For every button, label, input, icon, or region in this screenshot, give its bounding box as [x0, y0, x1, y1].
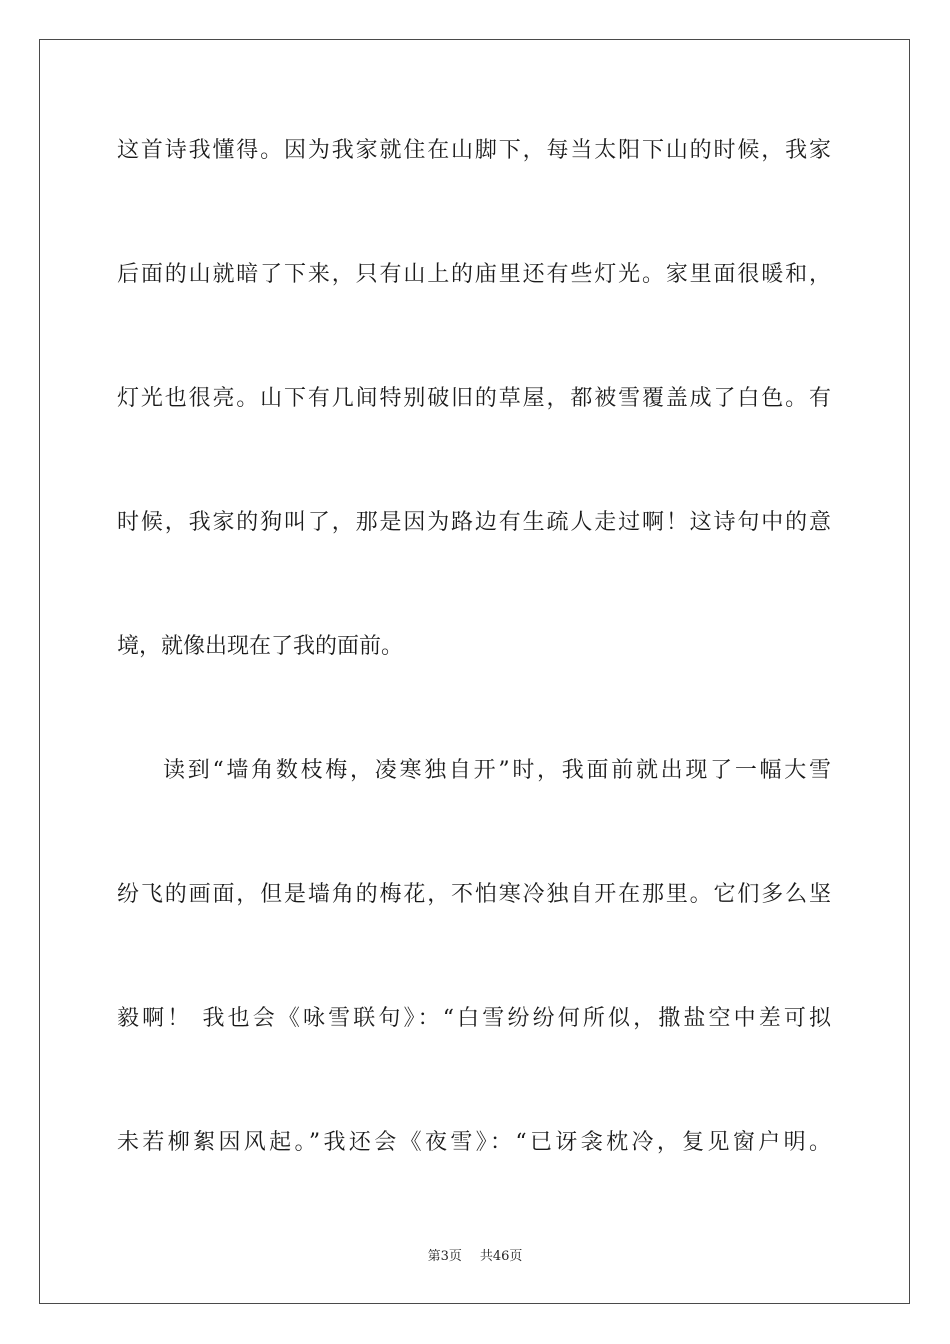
paragraph-line: 时候，我家的狗叫了，那是因为路边有生疏人走过啊！这诗句中的意: [117, 510, 831, 535]
paragraph-line: 未若柳絮因风起。”我还会《夜雪》：“已讶衾枕冷，复见窗户明。: [117, 1130, 831, 1155]
paragraph-line: 后面的山就暗了下来，只有山上的庙里还有些灯光。家里面很暖和，: [117, 262, 831, 287]
paragraph-line: 这首诗我懂得。因为我家就住在山脚下，每当太阳下山的时候，我家: [117, 138, 831, 163]
paragraph-line: 读到“墙角数枝梅，凌寒独自开”时，我面前就出现了一幅大雪: [163, 758, 831, 783]
paragraph-line: 灯光也很亮。山下有几间特别破旧的草屋，都被雪覆盖成了白色。有: [117, 386, 831, 411]
page-border: [39, 39, 910, 1304]
page-number: 第3页: [427, 1249, 462, 1264]
paragraph-line: 毅啊！ 我也会《咏雪联句》：“白雪纷纷何所似，撒盐空中差可拟: [117, 1006, 831, 1031]
paragraph-line: 境，就像出现在了我的面前。: [117, 634, 404, 659]
paragraph-line: 纷飞的画面，但是墙角的梅花，不怕寒冷独自开在那里。它们多么坚: [117, 882, 831, 907]
total-pages: 共46页: [479, 1249, 523, 1264]
page-footer: [0, 1248, 950, 1266]
